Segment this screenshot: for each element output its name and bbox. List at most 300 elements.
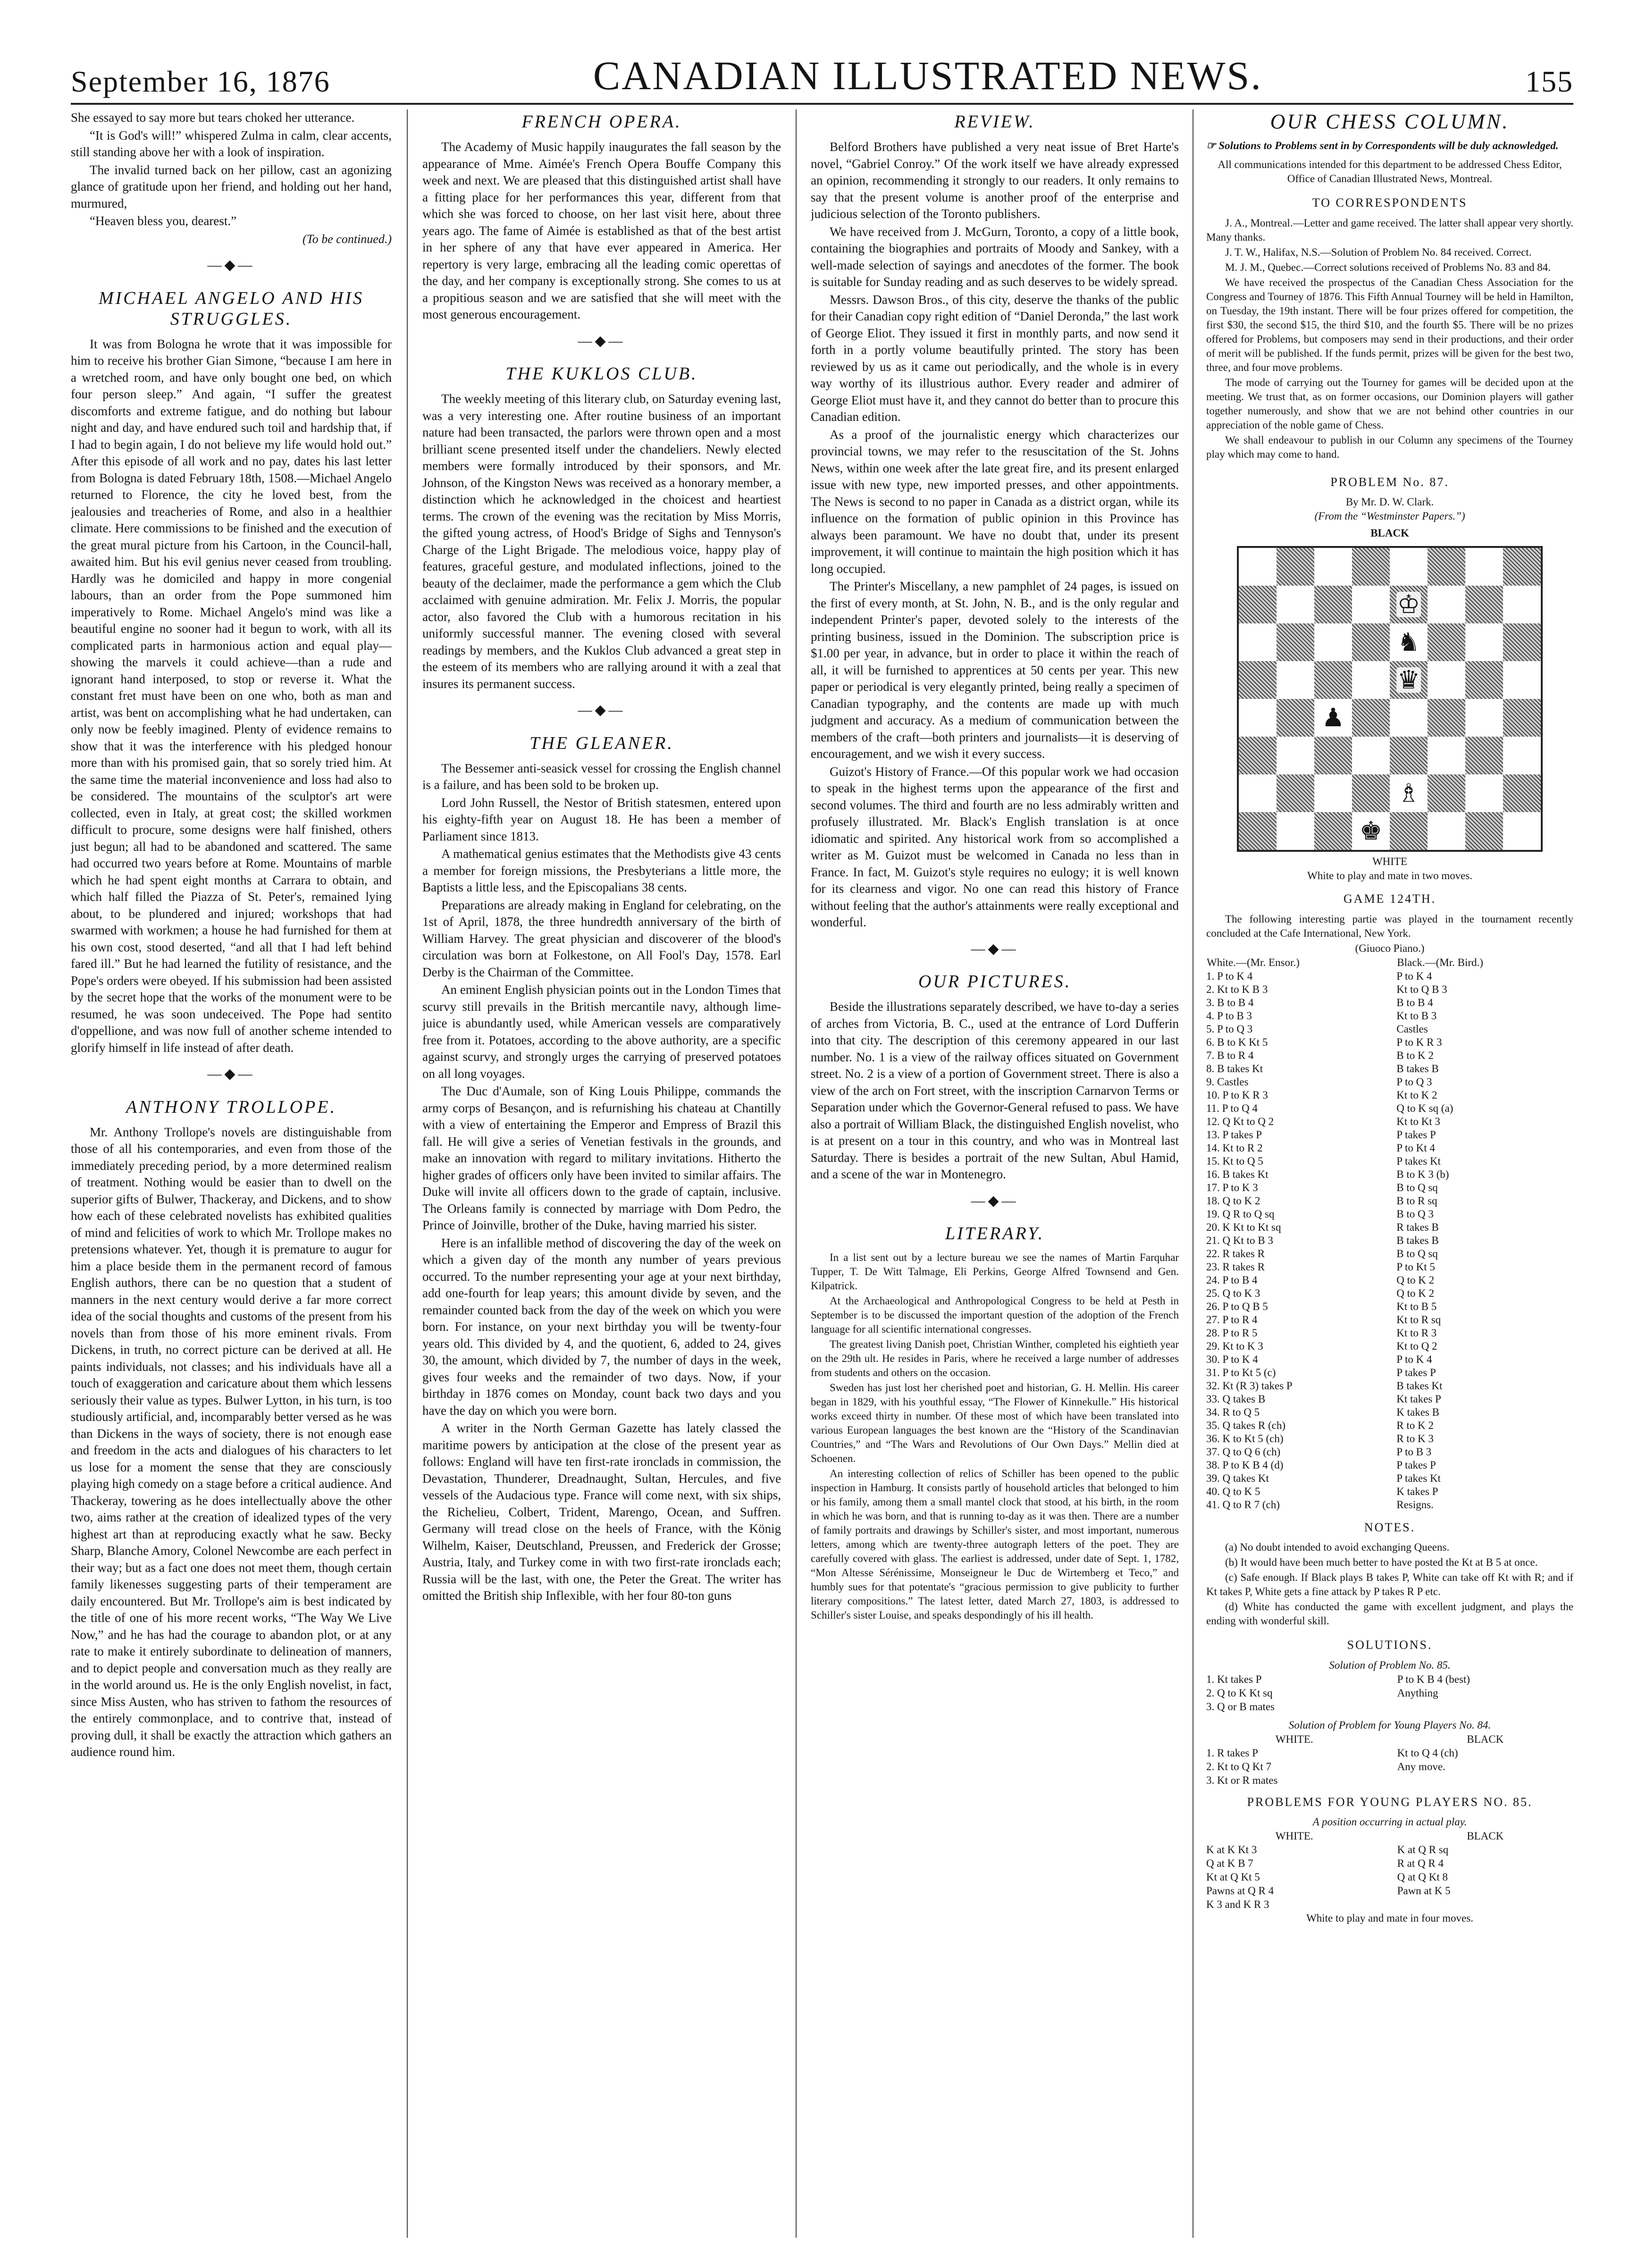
paragraph: She essayed to say more but tears choked her utterance.	[71, 110, 355, 125]
piece-position: Pawn at K 5	[1397, 1885, 1451, 1897]
problem-source: (From the “Westminster Papers.”)	[1314, 510, 1465, 522]
paragraph: The Duc d'Aumale, son of King Louis Philippe, commands the army corps of Besançon, and is refurnishing his chateau at Chantilly with a view of entertaining the Emperor and Empress of Brazil this fall. He will give a series of Venetian festivals in the grounds, and make an innovation with regard to military invitations. Hitherto the higher grades of officers only have been invited to similar affairs. The Duke will invite all officers down to the grade of captain, inclusive. The Orleans family is connected by marriage with Dom Pedro, the Prince of Joinville, brother of the Duke, having married his sister.	[422, 1084, 781, 1232]
black-move: Q to K sq (a)	[1396, 1102, 1454, 1114]
white-move: 10. P to K R 3	[1206, 1089, 1268, 1101]
move-row	[1206, 1379, 1573, 1393]
black-move: Kt to B 3	[1396, 1009, 1437, 1022]
newspaper-title: CANADIAN ILLUSTRATED NEWS.	[593, 53, 1262, 98]
game-note: (d) White has conducted the game with excellent judgment, and plays the ending with wonderful skill.	[1206, 1601, 1573, 1627]
board-square	[1503, 774, 1541, 812]
young-problems-subtitle: A position occurring in actual play.	[1312, 1816, 1467, 1828]
board-square	[1239, 623, 1277, 661]
move-row	[1206, 1366, 1573, 1379]
section-separator: —◆—	[207, 1066, 255, 1082]
paragraph: “It is God's will!” whispered Zulma in calm, clear accents, still standing above her with a look of inspiration.	[71, 128, 392, 159]
solution-move: Kt to Q 4 (ch)	[1397, 1747, 1458, 1759]
correspondent-note: M. J. M., Quebec.—Correct solutions received of Problems No. 83 and 84.	[1225, 261, 1551, 273]
white-move: 5. P to Q 3	[1206, 1023, 1253, 1035]
chess-piece-icon: ♞	[1397, 628, 1420, 656]
move-row	[1206, 983, 1573, 996]
move-row	[1206, 1128, 1573, 1142]
section-separator: —◆—	[971, 941, 1019, 957]
board-square	[1428, 774, 1465, 812]
solution-young-labels	[1206, 1732, 1573, 1746]
white-move: 33. Q takes B	[1206, 1393, 1266, 1405]
black-move: Kt to R sq	[1396, 1313, 1441, 1326]
white-move: 20. K Kt to Kt sq	[1206, 1221, 1281, 1233]
black-move: Kt to Q B 3	[1396, 983, 1447, 995]
white-move: 31. P to Kt 5 (c)	[1206, 1366, 1276, 1378]
chess-piece-icon: ♚	[1359, 817, 1383, 845]
black-move: Kt to R 3	[1396, 1327, 1437, 1339]
black-move: Resigns.	[1396, 1498, 1434, 1511]
board-square	[1314, 586, 1352, 623]
solution-move: Anything	[1397, 1687, 1438, 1699]
board-square	[1314, 737, 1352, 774]
move-row	[1206, 1445, 1573, 1459]
move-row	[1206, 1089, 1573, 1102]
board-square	[1239, 661, 1277, 699]
solutions-notice-text: Solutions to Problems sent in by Correspondents will be duly acknowledged.	[1218, 140, 1559, 151]
black-move: Castles	[1396, 1023, 1428, 1035]
move-row	[1206, 1115, 1573, 1128]
board-label-black: BLACK	[1370, 527, 1409, 539]
move-row	[1206, 1208, 1573, 1221]
white-move: 35. Q takes R (ch)	[1206, 1419, 1286, 1431]
young-problem-labels	[1206, 1829, 1573, 1843]
board-square	[1503, 699, 1541, 737]
move-row	[1206, 1023, 1573, 1036]
black-move: Kt to Kt 3	[1396, 1115, 1440, 1127]
board-square	[1277, 699, 1314, 737]
section-separator: —◆—	[207, 257, 255, 273]
paragraph: “Heaven bless you, dearest.”	[90, 214, 237, 228]
chess-piece-icon: ♟	[1321, 704, 1345, 732]
move-row	[1206, 1327, 1573, 1340]
board-square	[1390, 623, 1428, 661]
black-move: P to Q 3	[1396, 1075, 1432, 1088]
problem-author: By Mr. D. W. Clark.	[1345, 496, 1434, 508]
black-move: R takes B	[1396, 1221, 1439, 1233]
move-row	[1206, 1353, 1573, 1366]
paragraph: The Bessemer anti-seasick vessel for crossing the English channel is a failure, and has been sold to be broken up.	[422, 761, 781, 792]
solution-85	[1206, 1672, 1573, 1714]
article-heading-our-pictures: OUR PICTURES.	[918, 972, 1072, 991]
piece-position: Kt at Q Kt 5	[1206, 1871, 1260, 1883]
move-row	[1206, 1102, 1573, 1115]
board-square	[1503, 812, 1541, 850]
white-move: 22. R takes R	[1206, 1247, 1265, 1260]
correspondents-heading: TO CORRESPONDENTS	[1312, 196, 1468, 210]
label-white: WHITE.	[1275, 1830, 1313, 1842]
solution-move: Any move.	[1397, 1760, 1445, 1772]
article-heading-kuklos-club: THE KUKLOS CLUB.	[505, 364, 698, 384]
label-black: BLACK	[1467, 1830, 1504, 1842]
black-move: B to Q sq	[1396, 1181, 1438, 1193]
black-move: K takes P	[1396, 1485, 1438, 1497]
column-divider	[796, 109, 797, 2238]
white-move: 9. Castles	[1206, 1075, 1249, 1088]
black-move: B to Q 3	[1396, 1208, 1434, 1220]
white-move: 34. R to Q 5	[1206, 1406, 1260, 1418]
piece-position: Q at Q Kt 8	[1397, 1871, 1448, 1883]
board-square	[1239, 699, 1277, 737]
piece-position: K at Q R sq	[1397, 1844, 1449, 1856]
paragraph: In a list sent out by a lecture bureau we see the names of Martin Farquhar Tupper, T. De Witt Talmage, Eli Perkins, George Alfred Townsend and Gen. Kilpatrick.	[811, 1252, 1179, 1292]
board-square	[1314, 774, 1352, 812]
piece-position: R at Q R 4	[1397, 1857, 1444, 1869]
white-move: 18. Q to K 2	[1206, 1194, 1260, 1207]
move-row	[1206, 1181, 1573, 1194]
white-player-header: White.—(Mr. Ensor.)	[1207, 956, 1300, 968]
board-square	[1465, 737, 1503, 774]
game-notes	[1206, 1540, 1573, 1628]
piece-position: Pawns at Q R 4	[1206, 1885, 1274, 1897]
move-row	[1206, 970, 1573, 983]
column-3	[811, 109, 1179, 2243]
article-heading-french-opera: FRENCH OPERA.	[521, 112, 682, 132]
black-move: B to Q sq	[1396, 1247, 1438, 1260]
column-4-chess	[1206, 109, 1573, 2243]
white-move: 7. B to R 4	[1206, 1049, 1254, 1061]
board-square	[1428, 586, 1465, 623]
correspondent-note: J. T. W., Halifax, N.S.—Solution of Problem No. 84 received. Correct.	[1225, 246, 1532, 258]
game-heading: GAME 124TH.	[1343, 892, 1437, 906]
move-row	[1206, 1313, 1573, 1327]
white-move: 6. B to K Kt 5	[1206, 1036, 1268, 1048]
paragraph: The Academy of Music happily inaugurates the fall season by the appearance of Mme. Aimée's French Opera Bouffe Company this week and next. We are pleased that this distinguished artist shall have a fitting place for her performances this year, different from that which she was forced to choose, on her last visit here, about three years ago. The fame of Aimée is established as that of the best artist in her sphere of any that have ever appeared in America. Her repertory is very large, embracing all the leading comic operettas of the day, and her company is exceptionally strong. She comes to us at a propitious season and we are satisfied that she will meet with the most generous encouragement.	[422, 140, 781, 321]
move-row	[1206, 1459, 1573, 1472]
page-number: 155	[1525, 65, 1573, 98]
article-heading-michael-angelo: MICHAEL ANGELO AND HIS STRUGGLES.	[99, 288, 364, 329]
board-square	[1352, 661, 1390, 699]
move-row	[1206, 1406, 1573, 1419]
paragraph: As a proof of the journalistic energy which characterizes our provincial towns, we may refer to the resuscitation of the St. Johns News, within one week after the late great fire, and its present enlarged issue with new type, new imported presses, and other appointments. The News is second to no paper in Canada as a district organ, while its influence on the formation of public opinion in this Province has always been paramount. We have no doubt that, under its present improvement, it will continue to maintain the high position which it has long occupied.	[811, 427, 1179, 576]
board-square	[1277, 774, 1314, 812]
correspondent-note: We have received the prospectus of the Canadian Chess Association for the Congress and Tourney of 1876. This Fifth Annual Tourney will be held in Hamilton, on Tuesday, the 19th instant. There will be four prizes offered for competition, the first $30, the second $15, the third $10, and the fourth $5. There will be no prizes offered for Problems, but composers may send in their productions, and their order of merit will be published. If the funds permit, prizes will be given for the best two, three, and four move problems.	[1206, 276, 1573, 373]
black-move: P to K R 3	[1396, 1036, 1442, 1048]
solution-move: 3. Q or B mates	[1206, 1700, 1275, 1713]
board-square	[1277, 661, 1314, 699]
board-square	[1239, 737, 1277, 774]
section-separator: —◆—	[578, 333, 626, 349]
board-square	[1277, 586, 1314, 623]
paragraph: Beside the illustrations separately described, we have to-day a series of arches from Victoria, B. C., used at the entrance of Lord Dufferin into that city. The description of this ceremony appeared in our last number. No. 1 is a view of the railway offices situated on Government street. No. 2 is a view of a portion of Government street. There is also a view of the arch on Fort street, with the inscription Carnarvon Terms or Separation under which the Governor-General refused to pass. We have also a portrait of William Black, the distinguished English novelist, who is at present on a tour in this country, and who was in Montreal last Saturday. There is besides a portrait of the new Sultan, Abul Hamid, and a scene of the war in Montenegro.	[811, 1000, 1179, 1181]
board-square	[1352, 737, 1390, 774]
board-square	[1277, 548, 1314, 586]
chess-piece-icon: ♔	[1397, 590, 1420, 619]
white-move: 40. Q to K 5	[1206, 1485, 1260, 1497]
black-move: Q to K 2	[1396, 1287, 1435, 1299]
move-row	[1206, 1274, 1573, 1287]
paragraph: It was from Bologna he wrote that it was impossible for him to receive his brother Gian Simone, “because I am here in a wretched room, and have only bought one bed, on which four person sleep.” And again, “I suffer the greatest discomforts and extreme fatigue, and do nothing but labour night and day, and have endured such toil and hardship that, if I had to begin again, I do not believe my life would hold out.” After this episode of all work and no pay, dates his last letter from Bologna is dated February 18th, 1508.—Michael Angelo returned to Florence, the city he loved best, from the jealousies and treacheries of Rome, and also in a healthier climate. Here commissions to be finished and the execution of the great mural picture from his Cartoon, in the Council-hall, awaited him. But his evil genius never ceased from troubling. Hardly was he domiciled and happy in more congenial labours, than an order from the Pope summoned him imperatively to Rome. Michael Angelo's mind was like a beautiful engine no sooner had it begun to work, with all its complicated parts in harmonious action and equal play—showing the marvels it could achieve—than a rude and ignorant hand interposed, to stop or reverse it. What the constant fret must have been on one who, both as man and artist, was bent on accomplishing what he had undertaken, can only now be feebly imagined. Plenty of evidence remains to show that it was the interference with his pledged honour more than with his promised gain, that so sorely tried him. At the same time the material inconvenience and loss had also to be considered. The mountains of the sculptor's art were collected, even in Italy, at great cost; the skilled workmen difficult to procure, some designs were half finished, others just begun; all had to be abandoned and scattered. The same had occurred two years before at Rome. Mountains of marble which he had spent eight months at Carrara to obtain, and which half filled the Piazza of St. Peter's, remained lying about, to be plundered and injured; workshops that had swarmed with workmen; a house he had furnished for them at his own cost, stood deserted, “and all that I had left behind fared ill.” But he had learned the futility of resistance, and the Pope's orders were obeyed. If his submission had been assisted by the secret hope that the works of the monument were to be resumed, he was soon undeceived. The Pope had sentito d'oppellione, and was now full of another scheme intended to glorify himself in life instead of after death.	[71, 336, 392, 1055]
solution-85-heading: Solution of Problem No. 85.	[1329, 1659, 1451, 1671]
board-square	[1390, 548, 1428, 586]
correspondent-note: We shall endeavour to publish in our Column any specimens of the Tourney play which may come to hand.	[1206, 434, 1573, 460]
masthead	[71, 52, 1573, 99]
board-square	[1239, 774, 1277, 812]
move-row	[1206, 1498, 1573, 1512]
black-move: B to K 2	[1396, 1049, 1434, 1061]
label-black: BLACK	[1467, 1733, 1504, 1745]
game-intro: The following interesting partie was played in the tournament recently concluded at the Cafe International, New York.	[1206, 913, 1573, 939]
board-square	[1428, 661, 1465, 699]
board-square	[1352, 699, 1390, 737]
paragraph: A writer in the North German Gazette has lately classed the maritime powers by anticipation at the close of the present year as follows: England will have ten first-rate ironclads in commission, the Devastation, Thunderer, Dreadnaught, Sultan, Hercules, and five vessels of the Audacious type. France will come next, with six ships, the Richelieu, Colbert, Trident, Marengo, Ocean, and Suffren. Germany will tread close on the heels of France, with the König Wilhelm, Kaiser, Deutschland, Preussen, and Frederick der Grosse; Austria, Italy, and Turkey come in with two first-rate ironclads each; Russia will be the last, with one, the Peter the Great. The writer has omitted the British ship Inflexible, with her four 80-ton guns	[422, 1421, 781, 1603]
game-note: (c) Safe enough. If Black plays B takes P, White can take off Kt with R; and if Kt takes P, White gets a fine attack by P takes R P etc.	[1206, 1571, 1573, 1597]
board-square	[1314, 661, 1352, 699]
solution-move: 3. Kt or R mates	[1206, 1774, 1278, 1786]
problem-caption: White to play and mate in two moves.	[1307, 870, 1473, 882]
black-move: R to K 2	[1396, 1419, 1434, 1431]
move-row	[1206, 1142, 1573, 1155]
white-move: 21. Q Kt to B 3	[1206, 1234, 1273, 1246]
white-move: 23. R takes R	[1206, 1260, 1265, 1273]
board-square	[1428, 737, 1465, 774]
board-square	[1465, 586, 1503, 623]
story-intro	[71, 109, 392, 230]
chess-column-heading: OUR CHESS COLUMN.	[1270, 110, 1510, 133]
white-move: 27. P to R 4	[1206, 1313, 1258, 1326]
paragraph: The Printer's Miscellany, a new pamphlet of 24 pages, is issued on the first of every month, at St. John, N. B., and is the only regular and independent Printer's paper, devoted solely to the interests of the printing business, issued in the Dominion. The subscription price is $1.00 per year, in advance, but in order to place it within the reach of all, it will be furnished to apprentices at 50 cents per year. This new paper or periodical is very elegantly printed, being really a specimen of Canadian typography, and the contents are made up with much judgment and accuracy. As a medium of communication between the members of the craft—both printers and journalists—it is deserving of encouragement, and we wish it every success.	[811, 579, 1179, 761]
white-move: 11. P to Q 4	[1206, 1102, 1258, 1114]
game-moves-table	[1206, 956, 1573, 1512]
issue-date: September 16, 1876	[71, 65, 330, 98]
game-note: (b) It would have been much better to have posted the Kt at B 5 at once.	[1225, 1556, 1538, 1568]
black-move: P to B 3	[1396, 1445, 1432, 1458]
white-move: 25. Q to K 3	[1206, 1287, 1260, 1299]
black-move: Kt to B 5	[1396, 1300, 1437, 1312]
move-row	[1206, 1234, 1573, 1247]
chess-piece-icon: ♛	[1397, 666, 1420, 694]
white-move: 1. P to K 4	[1206, 970, 1253, 982]
black-move: P takes P	[1396, 1128, 1436, 1141]
white-move: 4. P to B 3	[1206, 1009, 1252, 1022]
label-white: WHITE.	[1275, 1733, 1313, 1745]
paragraph: Here is an infallible method of discovering the day of the week on which a given day of the month any number of years previous occurred. To the number representing your age at your next birthday, add one-fourth for leap years; this amount divide by seven, and the remainder counted back from the day of the week on which you were born. For instance, on your next birthday you will be twenty-four years old. This divided by 4, and the quotient, 6, added to 24, gives 30, the amount, which divided by 7, the number of days in the week, gives four weeks and the remainder of two days. Now, if your birthday in 1876 comes on Monday, count back two days and you have the day on which you were born.	[422, 1235, 781, 1418]
game-opening: (Giuoco Piano.)	[1355, 942, 1425, 954]
move-row	[1206, 1260, 1573, 1274]
move-row	[1206, 1036, 1573, 1049]
board-square	[1239, 548, 1277, 586]
paragraph: Preparations are already making in England for celebrating, on the 1st of April, 1878, the three hundredth anniversary of the birth of William Harvey. The great physician and discoverer of the blood's circulation was born at Folkestone, on All Fool's Day, 1578. Earl Derby is the Chairman of the Committee.	[422, 898, 781, 979]
move-row	[1206, 1009, 1573, 1023]
board-square	[1352, 623, 1390, 661]
pointing-hand-icon: ☞	[1206, 140, 1216, 151]
black-move: P takes Kt	[1396, 1155, 1441, 1167]
piece-position: K at K Kt 3	[1206, 1844, 1257, 1856]
move-row	[1206, 1340, 1573, 1353]
white-move: 26. P to Q B 5	[1206, 1300, 1268, 1312]
board-square	[1503, 661, 1541, 699]
article-heading-review: REVIEW.	[954, 112, 1035, 132]
black-move: B to K 3 (b)	[1396, 1168, 1449, 1180]
black-move: B takes Kt	[1396, 1379, 1443, 1392]
article-heading-the-gleaner: THE GLEANER.	[529, 733, 674, 753]
black-move: P to Kt 5	[1396, 1260, 1435, 1273]
column-1	[71, 109, 392, 2243]
solution-young-heading: Solution of Problem for Young Players No. 84.	[1288, 1719, 1491, 1731]
board-square	[1390, 586, 1428, 623]
white-move: 3. B to B 4	[1206, 996, 1254, 1008]
board-square	[1390, 774, 1428, 812]
move-row	[1206, 1432, 1573, 1445]
white-move: 38. P to K B 4 (d)	[1206, 1459, 1284, 1471]
white-move: 32. Kt (R 3) takes P	[1206, 1379, 1293, 1392]
move-row	[1206, 1221, 1573, 1234]
white-move: 16. B takes Kt	[1206, 1168, 1269, 1180]
board-square	[1465, 661, 1503, 699]
board-square	[1428, 699, 1465, 737]
move-row	[1206, 1194, 1573, 1208]
continued-note: (To be continued.)	[302, 232, 392, 246]
board-square	[1314, 623, 1352, 661]
board-square	[1314, 699, 1352, 737]
white-move: 15. Kt to Q 5	[1206, 1155, 1263, 1167]
solutions-notice	[1206, 139, 1573, 153]
board-square	[1465, 623, 1503, 661]
paragraph: Sweden has just lost her cherished poet and historian, G. H. Mellin. His career began in 1829, with his youthful essay, “The Flower of Kinnekulle.” His historical works exceed thirty in number. Of these most of which have been translated into various European languages the best known are the “History of the Scandinavian Countries,” and “The Wars and Revolutions of Our Own Days.” Mellin died at Schoenen.	[811, 1382, 1179, 1464]
section-separator: —◆—	[578, 702, 626, 718]
paragraph: The invalid turned back on her pillow, cast an agonizing glance of gratitude upon her friend, and holding out her hand, murmured,	[71, 162, 392, 210]
board-square	[1465, 699, 1503, 737]
article-heading-literary: LITERARY.	[945, 1224, 1045, 1243]
header-rule	[71, 103, 1573, 105]
paragraph: Mr. Anthony Trollope's novels are distinguishable from those of all his contemporaries, and even from those of the immediately preceding period, by a more determined realism of treatment. Nothing would be easier than to dwell on the superior gifts of Bulwer, Thackeray, and Dickens, and to show how each of these celebrated novelists has exhibited qualities of mind and felicities of work to which Mr. Trollope makes no pretensions whatever. Yet, though it is premature to augur for him a place beside them in the permanent record of famous English authors, there can be no question that a student of manners in the next century would derive a far more correct idea of the social thoughts and customs of the present from his novels than from those of his more eminent rivals. From Dickens, in truth, no correct picture can be derived at all. He paints individuals, not classes; and his individuals have all a touch of exaggeration and caricature about them which lessens seriously their value as types. Bulwer Lytton, in his turn, is too studiously artificial, and, incomparably better versed as he was than Dickens in the ways of society, there is not enough ease and freedom in the acts and dialogues of his characters to let us lose for a moment the sense that they are consciously playing high comedy on a stage before a critical audience. And Thackeray, towering as he does intellectually above the other two, aims rather at the creation of idealized types of the very highest art than at reproducing exactly what he saw. Becky Sharp, Blanche Amory, Colonel Newcombe are each perfect in their way; but as a fact one does not meet them, though certain family likenesses suggesting parts of their temperament are daily encountered. But Mr. Trollope's aim is best indicated by the title of one of his more recent works, “The Way We Live Now,” and he has had the courage to abandon plot, or at any rate to make it entirely subordinate to delineation of manners, and to depict people and conversation much as they really are in the world around us. He is the only English novelist, in fact, since Miss Austen, who has striven to fathom the resources of the entirely commonplace, and to contrive that, instead of proving dull, it shall be exactly the attraction which gathers an audience round him.	[71, 1125, 392, 1759]
black-move: B to R sq	[1396, 1194, 1437, 1207]
board-square	[1465, 774, 1503, 812]
board-square	[1503, 548, 1541, 586]
black-move: B takes B	[1396, 1234, 1439, 1246]
piece-position: K 3 and K R 3	[1206, 1898, 1269, 1910]
black-move: Kt to Q 2	[1396, 1340, 1437, 1352]
move-row	[1206, 1472, 1573, 1485]
move-row	[1206, 1247, 1573, 1260]
move-row	[1206, 1419, 1573, 1432]
board-square	[1314, 548, 1352, 586]
white-move: 39. Q takes Kt	[1206, 1472, 1269, 1484]
board-square	[1390, 699, 1428, 737]
black-move: Kt takes P	[1396, 1393, 1441, 1405]
article-heading-anthony-trollope: ANTHONY TROLLOPE.	[126, 1097, 336, 1117]
section-separator: —◆—	[971, 1193, 1019, 1209]
white-move: 13. P takes P	[1206, 1128, 1262, 1141]
white-move: 14. Kt to R 2	[1206, 1142, 1263, 1154]
board-square	[1314, 812, 1352, 850]
black-player-header: Black.—(Mr. Bird.)	[1397, 956, 1483, 968]
paragraph: The greatest living Danish poet, Christian Winther, completed his eightieth year on the 29th ult. He resides in Paris, where he received a large number of addresses from students and others on the occasion.	[811, 1338, 1179, 1378]
white-move: 12. Q Kt to Q 2	[1206, 1115, 1274, 1127]
solution-move: 1. R takes P	[1206, 1747, 1258, 1759]
white-move: 24. P to B 4	[1206, 1274, 1258, 1286]
black-move: R to K 3	[1396, 1432, 1434, 1445]
correspondent-note: The mode of carrying out the Tourney for games will be decided upon at the meeting. We trust that, as on former occasions, our Dominion players will gather together numerously, and show that we are not behind other countries in our appreciation of the noble game of Chess.	[1206, 376, 1573, 431]
board-square	[1428, 548, 1465, 586]
black-move: P takes P	[1396, 1459, 1436, 1471]
paragraph: At the Archaeological and Anthropological Congress to be held at Pesth in September is to be discussed the important question of the adoption of the French language for all scientific international congresses.	[811, 1295, 1179, 1335]
black-move: Kt to K 2	[1396, 1089, 1437, 1101]
white-move: 37. Q to Q 6 (ch)	[1206, 1445, 1281, 1458]
black-move: Q to K 2	[1396, 1274, 1435, 1286]
board-square	[1352, 586, 1390, 623]
black-move: P to K 4	[1396, 1353, 1432, 1365]
solution-young	[1206, 1746, 1573, 1787]
chess-board	[1237, 546, 1543, 852]
move-row	[1206, 1287, 1573, 1300]
young-problem-position	[1206, 1843, 1573, 1911]
move-row	[1206, 1155, 1573, 1168]
board-square	[1428, 812, 1465, 850]
board-square	[1239, 586, 1277, 623]
black-move: P to Kt 4	[1396, 1142, 1435, 1154]
board-square	[1465, 548, 1503, 586]
white-move: 17. P to K 3	[1206, 1181, 1258, 1193]
board-square	[1390, 737, 1428, 774]
paragraph: The weekly meeting of this literary club, on Saturday evening last, was a very interesting one. After routine business of an important nature had been transacted, the parlors were thrown open and a most brilliant scene presented itself under the chandeliers. Newly elected members were formally introduced by their sponsors, and Mr. Johnson, of the Kingston News was received as a honorary member, a distinction which he acknowledged in the choicest and heartiest terms. The crown of the evening was the recitation by Miss Morris, the gifted young actress, of Hood's Bridge of Sighs and Tennyson's Charge of the Light Brigade. The melodious voice, happy play of features, graceful gesture, and modulated inflections, joined to the beauty of the declaimer, made the performance a gem which the Club acclaimed with genuine admiration. Mr. Felix J. Morris, the popular actor, also favored the Club with a humorous recitation in his uniformly successful manner. The evening closed with several readings by members, and the Kuklos Club advanced a great step in the esteem of its members who are rallying around it with a zeal that insures its permanent success.	[422, 392, 781, 691]
board-square	[1465, 812, 1503, 850]
game-note: (a) No doubt intended to avoid exchanging Queens.	[1225, 1541, 1450, 1553]
solution-move: 2. Kt to Q Kt 7	[1206, 1760, 1271, 1772]
black-move: P takes P	[1396, 1366, 1436, 1378]
column-divider	[407, 109, 408, 2238]
paragraph: An interesting collection of relics of Schiller has been opened to the public inspection in Hamburg. It consists partly of household articles that belonged to him or his family, among them a small mantel clock that stood, at his birth, in the room in which he was born, and that is running to-day as it was then. There are a number of family portraits and drawings by Schiller's sister, and most important, numerous letters, among which are twenty-three autograph letters of the poet. They are carefully covered with glass. The earliest is addressed, under date of Sept. 1, 1782, “Mon Altesse Sérénissime, Monseigneur le Duc de Wirtemberg et Teco,” and humbly sues for that potentate's “gracious permission to give publicity to further literary compositions.” The latest letter, dated March 27, 1803, is addressed to Schiller's sister Louise, and speaks despondingly of his ill health.	[811, 1468, 1179, 1621]
board-square	[1503, 623, 1541, 661]
board-square	[1352, 774, 1390, 812]
board-square	[1277, 737, 1314, 774]
board-square	[1503, 737, 1541, 774]
move-row	[1206, 1485, 1573, 1498]
white-move: 29. Kt to K 3	[1206, 1340, 1263, 1352]
board-square	[1352, 548, 1390, 586]
white-move: 41. Q to R 7 (ch)	[1206, 1498, 1280, 1511]
move-row	[1206, 1049, 1573, 1062]
black-move: P to K 4	[1396, 970, 1432, 982]
board-square	[1390, 661, 1428, 699]
paragraph: Belford Brothers have published a very neat issue of Bret Harte's novel, “Gabriel Conroy.” Of the work itself we have already expressed an opinion, recommending it strongly to our readers. It only remains to say that the present volume is another proof of the enterprise and judicious selection of the Toronto publishers.	[811, 140, 1179, 221]
paragraph: An eminent English physician points out in the London Times that scurvy still prevails in the British mercantile navy, although lime-juice is abundantly used, while American vessels are comparatively free from it. Potatoes, according to the above authority, are a specific against scurvy, and strongly urges the carrying of preserved potatoes on all long voyages.	[422, 983, 781, 1081]
white-move: 8. B takes Kt	[1206, 1062, 1263, 1075]
white-move: 30. P to K 4	[1206, 1353, 1258, 1365]
board-square	[1390, 812, 1428, 850]
white-move: 36. K to Kt 5 (ch)	[1206, 1432, 1284, 1445]
board-square	[1277, 623, 1314, 661]
board-square	[1277, 812, 1314, 850]
black-move: B to B 4	[1396, 996, 1433, 1008]
move-row	[1206, 1300, 1573, 1313]
board-square	[1352, 812, 1390, 850]
notes-heading: NOTES.	[1364, 1520, 1416, 1534]
white-move: 28. P to R 5	[1206, 1327, 1258, 1339]
piece-position: Q at K B 7	[1206, 1857, 1253, 1869]
move-row	[1206, 1075, 1573, 1089]
paragraph: We have received from J. McGurn, Toronto, a copy of a little book, containing the biographies and portraits of Moody and Sankey, with a well-made selection of sayings and anecdotes of the former. The book is suitable for Sunday reading and as such deserves to be widely spread.	[811, 224, 1179, 289]
black-move: P takes Kt	[1396, 1472, 1441, 1484]
solution-move: 1. Kt takes P	[1206, 1673, 1262, 1685]
paragraph: A mathematical genius estimates that the Methodists give 43 cents a member for foreign missions, the Presbyterians a little more, the Baptists a little less, and the Episcopalians 38 cents.	[422, 847, 781, 894]
problem-heading: PROBLEM No. 87.	[1330, 475, 1449, 489]
paragraph: Guizot's History of France.—Of this popular work we had occasion to speak in the highest terms upon the appearance of the first and second volumes. The third and fourth are no less admirably written and profusely illustrated. Mr. Black's English translation is at once idiomatic and spirited. Any historical work from so accomplished a writer as M. Guizot must be welcomed in Canada no less than in France. In fact, M. Guizot's style requires no eulogy; it is well known for its clearness and vigor. No one can read this history of France without feeling that the author's attainments were really exceptional and wonderful.	[811, 764, 1179, 929]
correspondent-note: J. A., Montreal.—Letter and game received. The latter shall appear very shortly. Many thanks.	[1206, 217, 1573, 243]
solutions-heading: SOLUTIONS.	[1347, 1638, 1433, 1652]
move-row	[1206, 1168, 1573, 1181]
communications-notice: All communications intended for this department to be addressed Chess Editor, Office of Canadian Illustrated News, Montreal.	[1218, 159, 1562, 185]
black-move: B takes B	[1396, 1062, 1439, 1075]
paragraph: Lord John Russell, the Nestor of British statesmen, entered upon his eighty-fifth year on August 18. He has been a member of Parliament since 1813.	[422, 795, 781, 843]
column-2	[422, 109, 781, 2243]
board-label-white: WHITE	[1372, 856, 1408, 867]
young-problem-caption: White to play and mate in four moves.	[1306, 1912, 1473, 1924]
solution-move: P to K B 4 (best)	[1397, 1673, 1470, 1685]
